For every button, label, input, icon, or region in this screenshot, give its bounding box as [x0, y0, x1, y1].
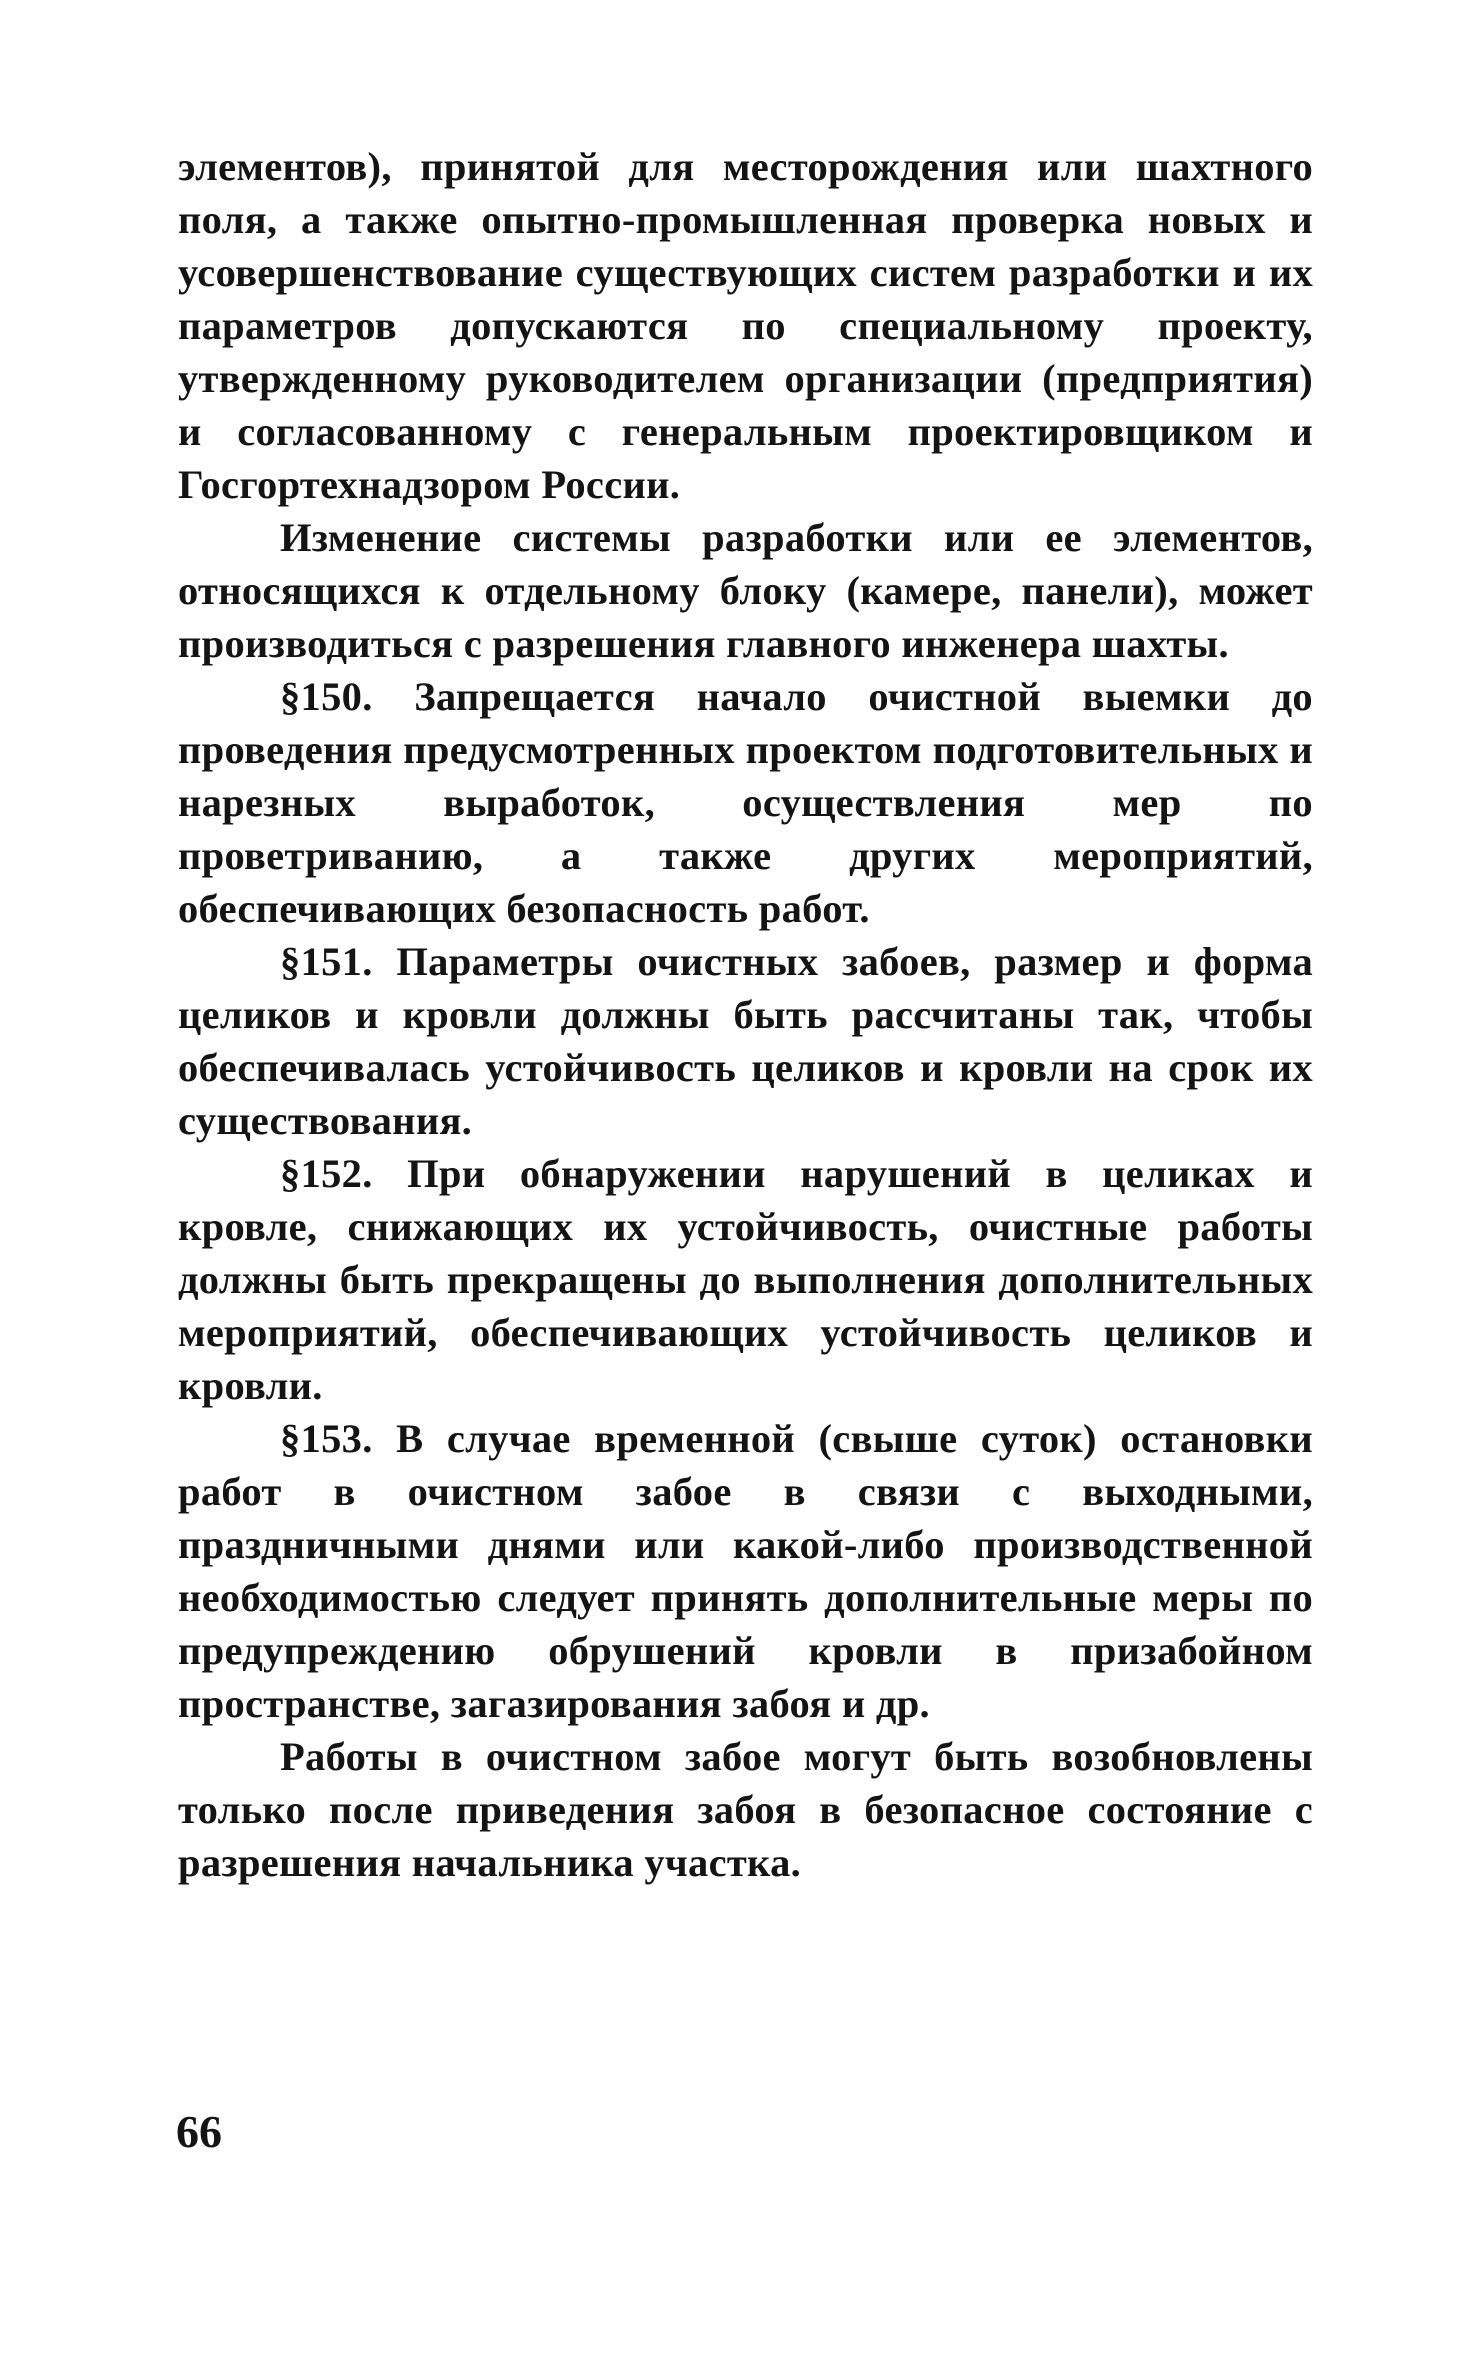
document-page [178, 140, 1313, 1889]
paragraph-resume-work: Работы в очистном забое могут быть возобновлены только после приведения забоя в безопасное состояние с разрешения начальника участка. [178, 1734, 1313, 1885]
paragraph-section-150: §150. Запрещается начало очистной выемки до проведения предусмотренных проектом подготовительных и нарезных выработок, осуществления мер по проветриванию, а также других мероприятий, обеспечивающих безопасность работ. [178, 674, 1313, 931]
paragraph-section-151: §151. Параметры очистных забоев, размер и форма целиков и кровли должны быть рассчитаны так, чтобы обеспечивалась устойчивость целиков и кровли на срок их существования. [178, 939, 1313, 1143]
paragraph-section-152: §152. При обнаружении нарушений в целиках и кровле, снижающих их устойчивость, очистные работы должны быть прекращены до выполнения дополнительных мероприятий, обеспечивающих устойчивость целиков и кровли. [178, 1151, 1313, 1408]
paragraph-continuation: элементов), принятой для месторождения или шахтного поля, а также опытно-промышленная проверка новых и усовершенствование существующих систем разработки и их параметров допускаются по специальному проекту, утвержденному руководителем организации (предприятия) и согласованному с генеральным проектировщиком и Госгортехнадзором России. [178, 144, 1313, 507]
paragraph-system-change: Изменение системы разработки или ее элементов, относящихся к отдельному блоку (камере, панели), может производиться с разрешения главного инженера шахты. [178, 515, 1313, 666]
paragraph-section-153: §153. В случае временной (свыше суток) остановки работ в очистном забое в связи с выходными, праздничными днями или какой-либо производственной необходимостью следует принять дополнительные меры по предупреждению обрушений кровли в призабойном пространстве, загазирования забоя и др. [178, 1416, 1313, 1726]
page-number: 66 [176, 2106, 222, 2157]
